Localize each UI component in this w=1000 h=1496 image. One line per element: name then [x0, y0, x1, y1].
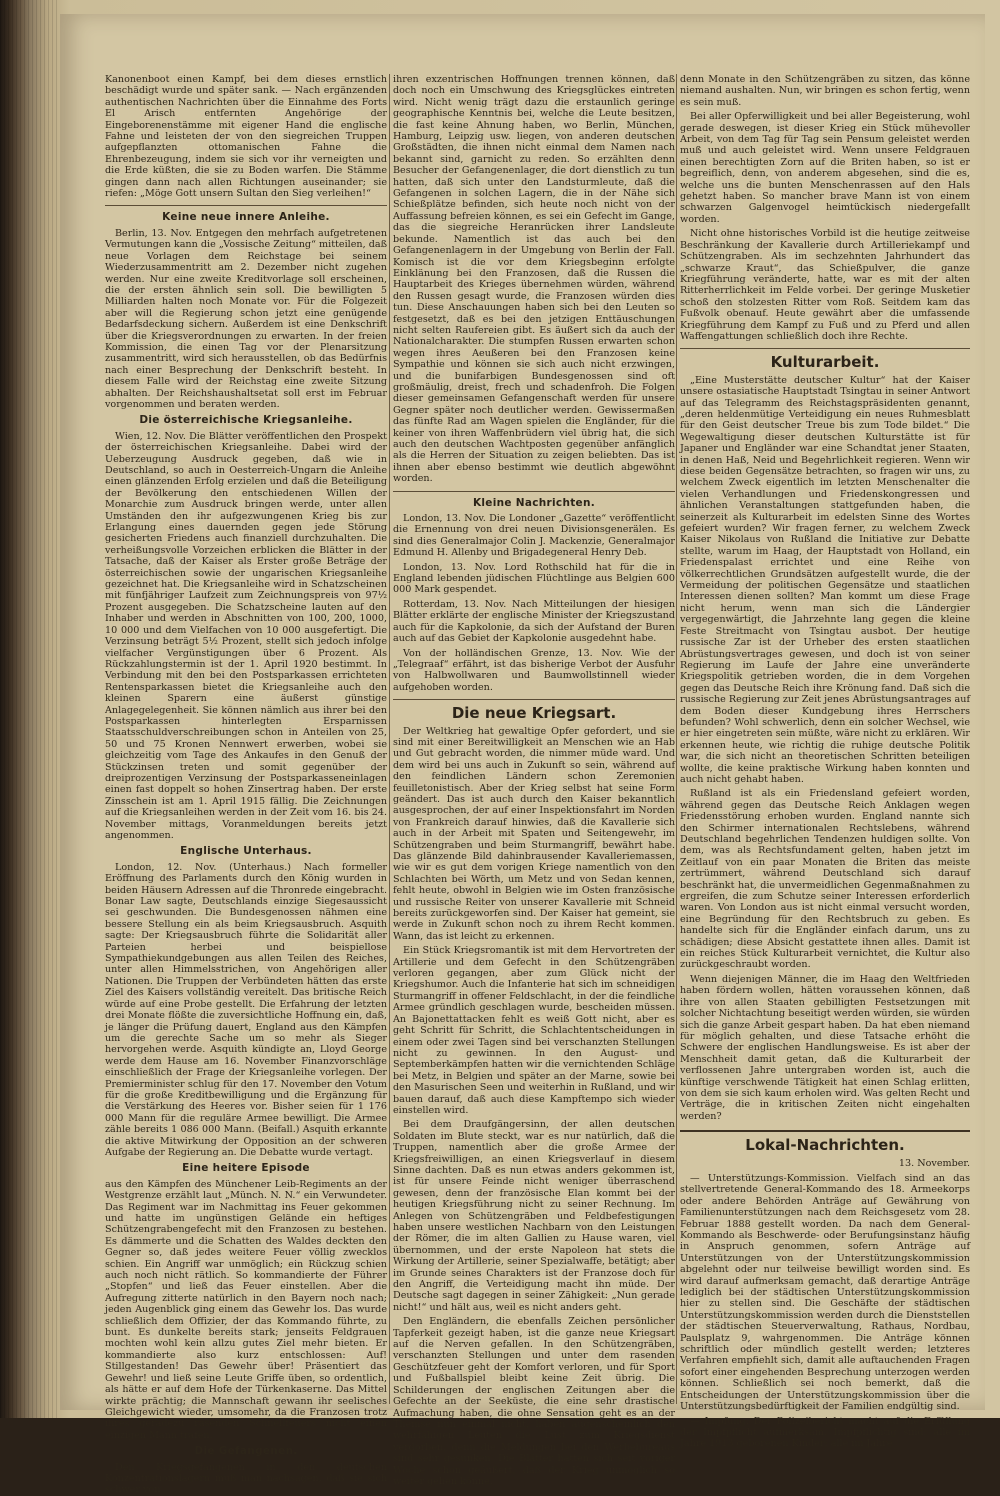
divider — [393, 699, 675, 700]
article-text: Bei aller Opferwilligkeit und bei aller Begeisterung, wohl gerade deswegen, ist dieser Krieg ein Stück mühevoller Arbeit, von dem Tag für Tag sein Pensum geleistet werden muß und auch geleistet wird. Wenn unsere Feldgrauen einen berechtigten Zorn auf die Briten haben, so ist er begreiflich, denn, von anderem abgesehen, sind die es, welche uns die bunten Menschenrassen auf den Hals gehetzt haben. So mancher brave Mann ist von einem schwarzen Galgenvogel heimtückisch niedergefallt worden. — [680, 111, 970, 225]
column-rule — [676, 74, 677, 1404]
article-text: Kanonenboot einen Kampf, bei dem dieses ernstlich beschädigt wurde und später sank. — Nach ergänzenden authentischen Nachrichten über die Einnahme des Forts El Arisch entfernten Angehörige der Eingeborenenstämme mit eigener Hand die englische Fahne und leisteten der von den siegreichen Truppen aufgepflanzten ottomanischen Fahne die Ehrenbezeugung, indem sie sich vor ihr verneigten und die Erde küßten, die sie zu Boden warfen. Die Stämme gingen dann nach allen Richtungen auseinander; sie riefen: „Möge Gott unsern Sultan den Sieg verleihen!“ — [105, 74, 387, 200]
column-rule — [389, 74, 390, 1404]
headline-kulturarbeit: Kulturarbeit. — [770, 353, 880, 372]
divider — [105, 205, 387, 206]
article-text: Nicht ohne historisches Vorbild ist die heutige zeitweise Beschränkung der Kavallerie durch Artilleriekampf und Schützengraben. Als im sechzehnten Jahrhundert das „schwarze Kraut“, das Schießpulver, die ganze Kriegführung veränderte, hatte, war es mit der alten Ritterherrlichkeit im Felde vorbei. Der geringe Musketier schoß den stolzesten Ritter vom Roß. Seitdem kam das Fußvolk obenauf. Heute gewährt aber die umfassende Kriegführung dem Kampf zu Fuß und zu Pferd und allen Waffengattungen schließlich doch ihre Rechte. — [680, 228, 970, 342]
article-text: Von der holländischen Grenze, 13. Nov. Wie der „Telegraaf“ erfährt, ist das bisherige Verbot der Ausfuhr von Halbwollwaren und Baumwollstinnell wieder aufgehoben worden. — [393, 647, 675, 693]
article-text: — Unterstützungs-Kommission. Vielfach sind an das stellvertretende General-Kommando des 18. Armeekorps oder andere Behörden Anträge auf Gewährung von Familienunterstützungen nach dem Reichsgesetz vom 28. Februar 1888 gestellt worden. Da nach dem General-Kommando als Beschwerde- oder Berufungsinstanz häufig in Anspruch genommen, sofern Anträge auf Unterstützungen von der Unterstützungskommission abgelehnt oder nur teilweise bewilligt worden sind. Es wird darauf aufmerksam gemacht, daß derartige Anträge lediglich bei der städtischen Unterstützungskommission hier zu stellen sind. Die Geschäfte der städtischen Unterstützungskommission werden durch die Dienststellen der städtischen Steuerverwaltung, Rathaus, Nordbau, Paulsplatz 9, wahrgenommen. Die Anträge können schriftlich oder mündlich gestellt werden; letzteres Verfahren empfiehlt sich, damit alle auftauchenden Fragen sofort einer eingehenden Besprechung unterzogen werden können. Schließlich sei noch bemerkt, daß die Entscheidungen der Unterstützungskommission über die Unterstützungsbedürftigkeit der Familien endgültig sind. — [680, 1172, 970, 1413]
headline-neue-kriegsart: Die neue Kriegsart. — [451, 704, 617, 723]
headline-englisches-unterhaus: Englische Unterhaus. — [180, 845, 312, 858]
article-text: aus den Kämpfen des Münchener Leib-Regiments an der Westgrenze erzählt laut „Münch. N. N.“ ein Verwundeter. Das Regiment war im Nachmittag ins Feuer gekommen und hatte im ungünstigen Gelände ein heftiges Schützengrabengefecht mit den Franzosen zu bestehen. Es dämmerte und die Schatten des Waldes deckten den Gegner so, daß jedes weitere Feuer völlig zwecklos schien. Ein Angriff war unmöglich; ein Rückzug schien auch noch nicht rätlich. So kommandierte der Führer „Stopfen“ und ließ das Feuer einstellen. Aber die Aufregung zitterte natürlich in den Bayern noch nach; jeden Augenblick ging einem das Gewehr los. Das wurde schließlich dem Offizier, der das Kommando führte, zu bunt. Es dunkelte bereits stark; jenseits Feldgrauen mochten wohl kein allzu gutes Ziel mehr bieten. Er kommandierte also kurz entschlossen: Auf! Stillgestanden! Das Gewehr über! Präsentiert das Gewehr! und ließ seine Leute Griffe üben, so ordentlich, als hätte er auf dem Hofe der Türkenkaserne. Das Mittel wirkte prächtig; die Mannschaft gewann ihr seelisches Gleichgewicht wieder, umsomehr, da die Franzosen trotz ihres geradezu rasenden Schnellfeuers nicht einen einzigen Mann trafen. — [105, 1178, 387, 1441]
headline-kleine-nachrichten: Kleine Nachrichten. — [472, 496, 596, 509]
divider — [680, 348, 970, 349]
article-text: London, 13. Nov. Die Londoner „Gazette“ veröffentlicht die Ernennung von drei neuen Divisionsgenerälen. Es sind dies Generalmajor Colin J. Mackenzie, Generalmajor Edmund H. Allenby und Brigadegeneral Henry Deb. — [393, 513, 675, 559]
article-text: Rußland ist als ein Friedensland gefeiert worden, während gegen das Deutsche Reich Anklagen wegen Friedensstörung erhoben wurden. England nannte sich den Schirmer internationalen Rechtslebens, während Deutschland begehrlichen Tendenzen huldigen sollte. Von dem, was als Rechtsfundament gelten, haben jetzt im Zeitlauf von ein paar Monaten die Briten das meiste zertrümmert, während Deutschland sich darauf beschränkt hat, die unvermeidlichen Gegenmaßnahmen zu ergreifen, die zum Schutze seiner Interessen erforderlich waren. Von London aus ist nicht einmal versucht worden, eine Begründung für den Rechtsbruch zu geben. Es handelte sich für die Engländer einfach darum, uns zu schädigen; diese Absicht gestattete ihnen alles. Damit ist ein reiches Stück Kulturarbeit vernichtet, die Kultur also zurückgeschraubt worden. — [680, 788, 970, 971]
column-left — [105, 74, 387, 1496]
headline-keine-neue-anleihe: Keine neue innere Anleihe. — [162, 211, 330, 224]
article-text: denn Monate in den Schützengräben zu sitzen, das könne niemand aushalten. Nun, wir bringen es schon fertig, wenn es sein muß. — [680, 74, 970, 108]
article-text: Berlin, 13. Nov. Entgegen den mehrfach aufgetretenen Vermutungen kann die „Vossische Zeitung“ mitteilen, daß neue Vorlagen dem Reichstage bei seinem Wiederzusammentritt am 2. Dezember nicht zugehen werden. Nur eine zweite Kreditvorlage soll erscheinen, die der ersten ähnlich sein soll. Die bewilligten 5 Milliarden halten noch Monate vor. Für die Folgezeit aber will die Regierung schon jetzt eine genügende Bedarfsdeckung sichern. Außerdem ist eine Denkschrift über die Kriegsverordnungen zu erwarten. In der freien Kommission, die einen Tag vor der Plenarsitzung zusammentritt, wird sich herausstellen, ob das Bedürfnis nach einer Besprechung der Denkschrift besteht. In diesem Falle wird der Reichstag eine zweite Sitzung abhalten. Der Reichshaushaltsetat soll erst im Februar vorgenommen und beraten werden. — [105, 227, 387, 410]
column-middle — [393, 74, 675, 1487]
article-text: Wien, 12. Nov. Die Blätter veröffentlichen den Prospekt der österreichischen Kriegsanleihe. Dabei wird der Ueberzeugung Ausdruck gegeben, daß wie in Deutschland, so auch in Oesterreich-Ungarn die Anleihe einen glänzenden Erfolg erzielen und daß die Beteiligung der Bevölkerung den entschiedenen Willen der Monarchie zum Ausdruck bringen werde, unter allen Umständen den ihr aufgezwungenen Krieg bis zur Erlangung eines dauernden gegen jede Störung gesicherten Friedens auch finanziell durchzuhalten. Die verheißungsvolle Vorzeichen erblicken die Blätter in der Tatsache, daß der Kaiser als Erster große Beträge der österreichischen sowie der ungarischen Kriegsanleihe gezeichnet hat. Die Kriegsanleihe wird in Schatzscheinen mit fünfjähriger Laufzeit zum Zeichnungspreis von 97½ Prozent ausgegeben. Die Schatzscheine lauten auf den Inhaber und werden in Abschnitten von 100, 200, 1000, 10 000 und dem Vielfachen von 10 000 ausgefertigt. Die Verzinsung beträgt 5½ Prozent, stellt sich jedoch infolge vielfacher Vergünstigungen über 6 Prozent. Als Rückzahlungstermin ist der 1. April 1920 bestimmt. In Verbindung mit den bei den Postsparkassen errichteten Rentensparkassen bietet die Kriegsanleihe auch den kleinen Sparern eine äußerst günstige Anlagegelegenheit. Sie können nämlich aus ihrer bei den Postsparkassen hinterlegten Ersparnissen Staatsschuldverschreibungen schon in Anteilen von 25, 50 und 75 Kronen Nennwert erwerben, wobei sie gleichzeitig vom Tage des Ankaufes in den Genuß der Stückzinsen treten und somit gegenüber der dreiprozentigen Verzinsung der Postsparkasseneinlagen einen fast doppelt so hohen Zinsertrag haben. Der erste Zinsschein ist am 1. April 1915 fällig. Die Zeichnungen auf die Kriegsanleihen werden in der Zeit vom 16. bis 24. November mittags, Voranmeldungen bereits jetzt angenommen. — [105, 430, 387, 841]
article-text: Rotterdam, 13. Nov. Nach Mitteilungen der hiesigen Blätter erklärte der englische Minister der Kriegszustand auch für die Kapkolonie, da sich der Aufstand der Buren auch auf das Gebiet der Kapkolonie ausgedehnt habe. — [393, 598, 675, 645]
headline-lokal-nachrichten: Lokal-Nachrichten. — [745, 1136, 905, 1155]
divider — [393, 491, 675, 492]
article-text: London, 12. Nov. (Unterhaus.) Nach formeller Eröffnung des Parlaments durch den König wurden in beiden Häusern Adressen auf die Thronrede eingebracht. Bonar Law sagte, Deutschlands einzige Siegesaussicht sei geschwunden. Die Bundesgenossen nähmen eine bessere Stellung ein als beim Kriegsausbruch. Asquith sagte: Der Kriegsausbruch führte die Solidarität aller Parteien herbei und beispiellose Sympathiekundgebungen aus allen Teilen des Reiches, unter allen Himmelsstrichen, von Angehörigen aller Nationen. Die Truppen der Verbündeten hätten das erste Ziel des Kaisers vollständig vereitelt. Das britische Reich würde auf eine Probe gestellt. Die Erfahrung der letzten drei Monate flößte die zuversichtliche Hoffnung ein, daß, je länger die Prüfung dauert, England aus den Kämpfen um die gerechte Sache um so mehr als Sieger hervorgehen werde. Asquith kündigte an, Lloyd George werde dem Hause am 16. November Finanzvorschläge einschließlich der Frage der Kriegsanleihe vorlegen. Der Premierminister schlug für den 17. November den Votum für die große Kreditbewilligung und die Ergänzung für die Verstärkung des Heeres vor. Bisher seien für 1 176 000 Mann für die reguläre Armee bewilligt. Die Armee zähle bereits 1 086 000 Mann. (Beifall.) Asquith erkannte die aktive Mitwirkung der Opposition an der schweren Aufgabe der Regierung an. Die Debatte wurde vertagt. — [105, 861, 387, 1158]
article-text: Den Engländern, die ebenfalls Zeichen persönlicher Tapferkeit gezeigt haben, ist die ganze neue Kriegsart auf die Nerven gefallen. In den Schützengräben, verschanzten Stellungen und unter dem rasenden Geschützfeuer geht der Komfort verloren, und für Sport und Fußballspiel bleibt keine Zeit übrig. Die Schilderungen der englischen Zeitungen aber die Gefechte an der Seeküste, die eine sehr drastische Aufmachung haben, die ohne Sensation geht es an der Themse nun einmal nicht, haben augenscheinlich den wehrfähigen Leuten die Lust zum Kriegsdienst verdorben, denn die Meldungen bei den Werbebureaus sind sehr gesunken. Die Blätter hatten sich seit voriger Woche schon geäußert, daß der Krieg unmöglich so weiter gehen könne, — [393, 1316, 675, 1487]
newspaper-page — [60, 14, 985, 1496]
headline-oesterreichische-kriegsanleihe: Die österreichische Kriegsanleihe. — [139, 414, 353, 427]
headline-gefangenen: Die Gefangenen. — [194, 1445, 298, 1458]
article-text: Ein Stück Kriegsromantik ist mit dem Hervortreten der Artillerie und dem Gefecht in den Schützengräben verloren gegangen, aber zum Glück nicht der Kriegshumor. Auch die Infanterie hat sich im schneidigen Sturmangriff in offener Feldschlacht, in der die feindliche Armee gründlich geschlagen wurde, bescheiden müssen. An Bajonettattacken fehlt es weiß Gott nicht, aber es geht Schritt für Schritt, die Schlachtentscheidungen in einem oder zwei Tagen sind bei verschanzten Stellungen nicht zu gewinnen. In den August- und Septemberkämpfen hatten wir die vernichtenden Schläge bei Metz, in Belgien und später an der Marne, sowie bei den Masurischen Seen und weiterhin in Rußland, und wir bauen darauf, daß auch diese Kampftempo sich wieder einstellen wird. — [393, 945, 675, 1116]
column-right — [680, 74, 970, 1450]
headline-heitere-episode: Eine heitere Episode — [182, 1162, 310, 1175]
article-text: ihren exzentrischen Hoffnungen trennen können, daß doch noch ein Umschwung des Kriegsglückes eintreten wird. Nicht wenig trägt dazu die erstaunlich geringe geographische Kenntnis bei, welche die Leute besitzen, die fast keine Ahnung haben, wo Berlin, München, Hamburg, Leipzig usw. liegen, von anderen deutschen Großstädten, die ihnen nicht einmal dem Namen nach bekannt sind, garnicht zu reden. So erzählten denn Besucher der Gefangenenlager, die dort dienstlich zu tun hatten, daß sich unter den Landsturmleute, daß die Gefangenen in solchen Lagern, die in der Nähe sich Schießplätze befinden, sich heute noch nicht von der Auffassung befreien können, es sei ein Gefecht im Gange, das die siegreiche Heranrücken ihrer Landsleute bekunde. Namentlich ist das auch bei den Gefangenenlagern in der Umgebung von Berlin der Fall. Komisch ist die vor dem Kriegsbeginn erfolgte Einklänung bei den Franzosen, daß die Russen die Hauptarbeit des Krieges übernehmen würden, während den Russen gesagt wurde, die Franzosen würden dies tun. Diese Anschauungen haben sich bei den Leuten so festgesetzt, daß es bei den jetzigen Enttäuschungen nicht selten Raufereien gibt. Es äußert sich da auch der Nationalcharakter. Die stumpfen Russen erwarten schon wegen ihres Aeußeren bei den Franzosen keine Sympathie und können sie sich auch nicht erzwingen, und die bunifarbigen Bundesgenossen sind oft großmäulig, dreist, frech und schadenfroh. Die Folgen dieser gemeinsamen Gefangenschaft werden für unsere Gegner später noch deutlicher werden. Gewissermaßen das fünfte Rad am Wagen spielen die Engländer, für die keiner von ihren Waffenbrüdern viel übrig hat, die sich auch den deutschen Wachtposten gegenüber anfänglich als die Herren der Situation zu zeigen beliebten. Das ist ihnen aber ebenso bestimmt wie deutlich abgewöhnt worden. — [393, 74, 675, 485]
article-text: Bei dem Draufgängersinn, der allen deutschen Soldaten im Blute steckt, war es nur natürlich, daß die Truppen, namentlich aber die große Armee der Kriegsfreiwilligen, an einen Kriegsverlauf in diesem Sinne dachten. Daß es nun etwas anders gekommen ist, ist für unsere Feinde nicht weniger überraschend gewesen, denn der französische Elan kommt bei der heutigen Kriegsführung nicht zu seiner Rechnung. Im Anlegen von Schützengräben und Feldbefestigungen haben unsere westlichen Nachbarn von den Leistungen der Römer, die im alten Gallien zu Hause waren, viel übernommen, und der erste Napoleon hat stets die Wirkung der Artillerie, seiner Spezialwaffe, betätigt; aber im Grunde seines Charakters ist der Franzose doch für den Angriff, die Verteidigung macht ihn müde. Der Deutsche sagt dagegen in seiner Zähigkeit: „Nun gerade nicht!“ und hält aus, weil es nicht anders geht. — [393, 1119, 675, 1313]
page-stack-edge — [0, 0, 60, 1418]
divider — [680, 1130, 970, 1132]
article-text: Den Kriegsgefangenen in den deutschen Konzentrationslagern muß man nachsagen, daß sie sich schwer von — [105, 1461, 387, 1496]
article-text: — Impfung. Der Polizeibericht macht auf die Erfüllung der Impfpflicht aufmerksam. Impfpflichtig sind: alle im Jahre 1913 geborenen Kinder; alle im Jahre — [680, 1415, 970, 1450]
article-text: Der Weltkrieg hat gewaltige Opfer gefordert, und sie sind mit einer Bereitwilligkeit an Menschen wie an Hab und Gut gebracht worden, die nimmer müde ward. Und dem wird bei uns auch in Zukunft so sein, während auf den feindlichen Ländern schon Zeremonien feuilletonistisch. Aber der Krieg selbst hat seine Form geändert. Das ist auch durch den Kaiser bekanntlich ausgesprochen, der auf einer Inspektionsfahrt im Norden von Frankreich darauf hinwies, daß die Kavallerie sich auch in der Arbeit mit Spaten und Seitengewehr, im Schützengraben und beim Sturmangriff, bewährt habe. Das glänzende Bild dahinbrausender Kavalleriemassen, wie wir es gut dem vorigen Kriege namentlich von den Schlachten bei Wörth, um Metz und von Sedan kennen, fehlt heute, obwohl in Belgien wie im Osten französische und russische Reiter von unserer Kavallerie mit Schneid bereits zurückgeworfen sind. Der Kaiser hat gemeint, sie werde in Zukunft schon noch zu ihrem Recht kommen. Wann, das ist leicht zu erkennen. — [393, 725, 675, 942]
article-text: Wenn diejenigen Männer, die im Haag den Weltfrieden haben fördern wollen, hätten voraussehen können, daß ihre von allen Staaten gebilligten Festsetzungen mit solcher Nichtachtung beseitigt werden würden, sie würden sich die ganze Arbeit gespart haben. Da hat eben niemand für möglich gehalten, und diese Tatsache erhöht die Schwere der englischen Handlungsweise. Es ist aber der Menschheit damit getan, daß die Kulturarbeit der verflossenen Jahre untergraben worden ist, auch die künftige verschwende Tätigkeit hat einen Schlag erlitten, von dem sie sich kaum erholen wird. Was gelten Recht und Verträge, die in kritischen Zeiten nicht eingehalten werden? — [680, 973, 970, 1122]
article-text: London, 13. Nov. Lord Rothschild hat für die in England lebenden jüdischen Flüchtlinge aus Belgien 600 000 Mark gespendet. — [393, 561, 675, 596]
section-date: 13. November. — [898, 1157, 970, 1169]
article-text: „Eine Musterstätte deutscher Kultur“ hat der Kaiser unsere ostasiatische Hauptstadt Tsingtau in seiner Antwort auf das Telegramm des Reichstagspräsidenten genannt, „deren heldenmütige Verteidigung ein neues Ruhmesblatt für den Geist deutscher Treue bis zum Tode bildet.“ Die Wegewaltigung dieser deutschen Kulturstätte ist für Japaner und Engländer war eine Schandtat jener Staaten, in denen Haß, Neid und Begehrlichkeit regieren. Wenn wir diese beiden Gegensätze betrachten, so fragen wir uns, zu welchem Zweck eigentlich im letzten Menschenalter die vielen Verhandlungen und Friedenskongressen und ähnlichen Veranstaltungen stattgefunden haben, die seinerzeit als Kulturarbeit im edelsten Sinne des Wortes gefeiert wurden? Wir fragen ferner, zu welchem Zweck Kaiser Nikolaus von Rußland die Initiative zur Debatte stellte, warum im Haag, der Hauptstadt von Holland, ein Friedenspalast errichtet und eine Reihe von völkerrechtlichen Grundsätzen aufgestellt wurde, die der Vermeidung der politischen Gegensätze und staatlichen Interessen dienen sollten? Man kommt um diese Frage nicht herum, wenn man sich die Ländergier vergegenwärtigt, die Jahrzehnte lang gegen die kleine Feste Streitmacht von Tsingtau ausbot. Der heutige russische Zar ist der Urheber des ersten staatlichen Abrüstungsvertrages gewesen, und doch ist von seiner Regierung im Laufe der Jahre eine unveränderte Kriegspolitik getrieben worden, die in dem Vorgehen gegen das Deutsche Reich ihre Krönung fand. Daß sich die russische Regierung zur Zeit jenes Abrüstungsantrages auf dem Boden dieser Kundgebung ihres Herrschers befunden? Wohl schwerlich, denn ein solcher Wechsel, wie er hier eingetreten sein müßte, wäre nicht zu erklären. Wir erkennen heute, wie richtig die ruhige deutsche Politik war, die sich nicht an theoretischen Schritten beteiligen wollte, die keine praktische Wirkung haben konnten und auch nicht gehabt haben. — [680, 374, 970, 785]
